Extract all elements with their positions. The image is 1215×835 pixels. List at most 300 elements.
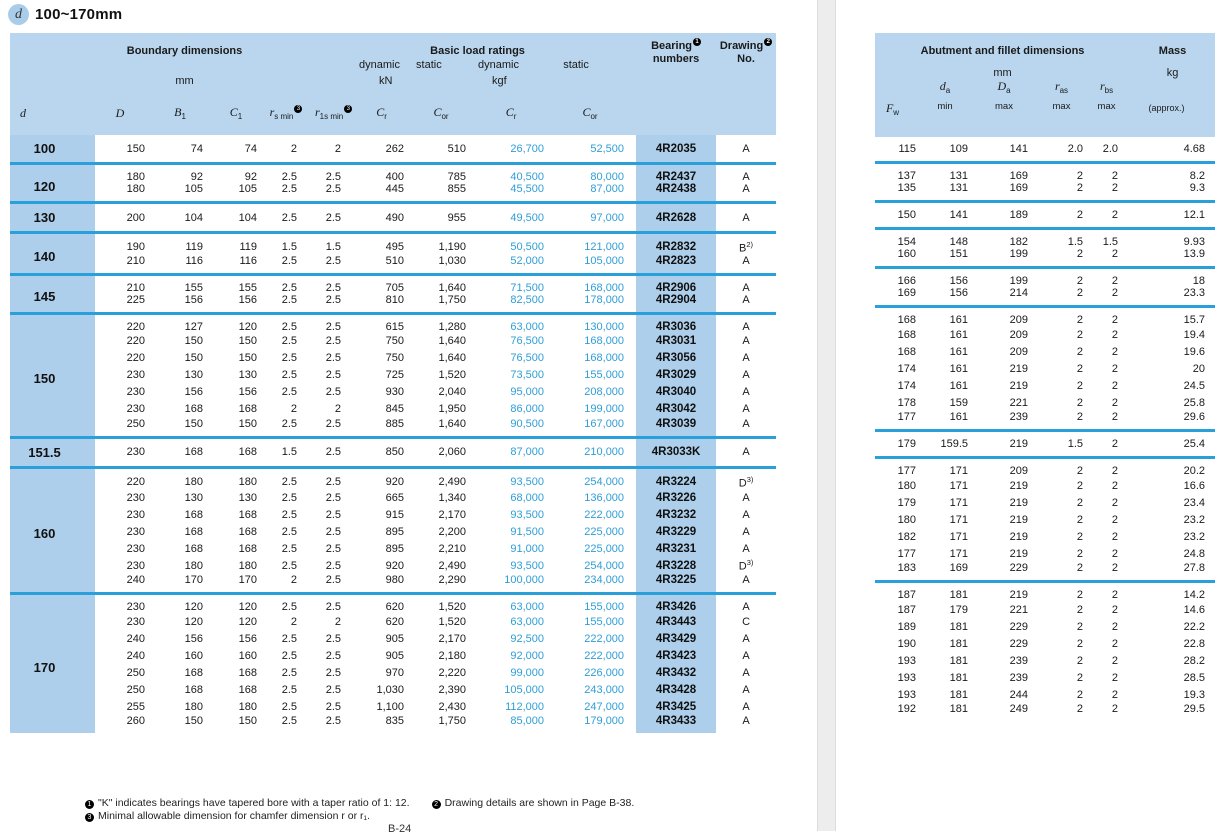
drawing-no: A [742, 632, 750, 645]
cell: 2 [1076, 345, 1083, 358]
cell: 169 [1009, 170, 1028, 183]
cell: 2 [1111, 438, 1119, 451]
cell: 229 [1009, 562, 1028, 575]
cell: 155,000 [584, 615, 625, 628]
table-row [875, 511, 1215, 528]
cell: 1,190 [438, 241, 467, 254]
cell: 150 [184, 417, 203, 430]
cell: 105 [238, 183, 257, 195]
table-row [875, 562, 1215, 582]
spacer-cell [875, 79, 922, 97]
footnote-text: Minimal allowable dimension for chamfer dimension r or r₁. [98, 810, 370, 822]
cell: 169 [1009, 182, 1028, 195]
table-row [10, 233, 776, 255]
cell: 156 [238, 632, 257, 645]
drawing-no: A [742, 649, 750, 662]
cell: 2.5 [281, 542, 297, 555]
cell: 230 [126, 386, 145, 399]
cell: 63,000 [510, 601, 545, 614]
cell: 155 [238, 281, 257, 294]
dynamic-kgf-label: dynamic [478, 57, 556, 71]
cell: 2 [1111, 589, 1119, 602]
cell: 171 [949, 530, 968, 543]
cell: 105,000 [504, 683, 545, 696]
drawing-no: A [742, 369, 750, 382]
footnote-1-marker: 1 [693, 38, 701, 46]
drawing-no: A [742, 491, 750, 504]
footnote-3-marker: 3 [85, 813, 94, 822]
cell: 2,170 [438, 508, 467, 521]
cell: 156 [238, 386, 257, 399]
bore-range-title: 100~170mm [35, 6, 123, 23]
cell: 2.5 [281, 183, 297, 195]
mass-heading: Mass [1130, 33, 1215, 57]
cell: 2 [1111, 654, 1119, 667]
abutment-dimensions-table [875, 33, 1215, 721]
cell: 180 [238, 700, 257, 713]
cell: 1.5 [1067, 438, 1083, 451]
cell: 2 [1076, 637, 1083, 650]
cell: 168 [184, 508, 203, 521]
cell: 12.1 [1183, 209, 1206, 222]
col-symbol-rbs: $r_{bs}$ [1095, 79, 1130, 97]
bearing-number: 4R3033K [636, 437, 716, 467]
cell: 156 [184, 386, 203, 399]
static-kn-label: static [416, 57, 478, 71]
cell: 181 [949, 703, 968, 716]
cell: 168 [184, 666, 203, 679]
cell: 119 [185, 241, 203, 254]
cell: 76,500 [510, 352, 545, 365]
cell: 154 [897, 236, 916, 249]
da-min-label: min [922, 97, 980, 137]
table-row [10, 557, 776, 574]
cell: 230 [126, 491, 145, 504]
cell: 1.5 [1067, 236, 1083, 249]
cell: 2.5 [281, 417, 297, 430]
cell: 189 [897, 620, 916, 633]
footnote-text: Drawing details are shown in Page B-38. [444, 797, 635, 809]
cell: 222,000 [584, 632, 625, 645]
cell: 1,640 [438, 417, 467, 430]
cell: 2 [1076, 530, 1083, 543]
cell: 131 [949, 182, 968, 195]
cell: 2.0 [1067, 143, 1083, 156]
cell: 115 [898, 143, 916, 156]
cell: 214 [1009, 287, 1028, 300]
cell: 24.8 [1183, 547, 1206, 560]
drawing-no: A [742, 335, 750, 348]
cell: 180 [184, 475, 203, 488]
cell: 750 [385, 335, 405, 348]
cell: 1,280 [438, 320, 467, 333]
cell: 2 [1076, 547, 1083, 560]
unit-mm-label: mm [10, 71, 359, 87]
table-row [875, 669, 1215, 686]
cell: 130 [184, 369, 203, 382]
cell: 181 [949, 589, 968, 602]
cell: 225,000 [584, 542, 625, 555]
cell: 120 [184, 601, 203, 614]
cell: 177 [897, 547, 916, 560]
cell: 93,500 [510, 508, 545, 521]
table-row [875, 582, 1215, 602]
cell: 171 [949, 496, 968, 509]
cell: 63,000 [510, 320, 545, 333]
cell: 171 [949, 547, 968, 560]
table-row [10, 135, 776, 164]
abutment-heading: Abutment and fillet dimensions [875, 33, 1130, 57]
cell: 2 [1111, 314, 1119, 327]
cell: 2.5 [325, 320, 342, 333]
cell: 1,520 [438, 615, 467, 628]
cell: 74 [244, 142, 257, 155]
cell: 1.5 [281, 446, 297, 459]
section-d-140-abutment [875, 229, 1215, 268]
drawing-no: A [742, 183, 750, 195]
cell: 2,060 [438, 446, 467, 459]
cell: 2 [1111, 465, 1119, 478]
cell: 19.4 [1183, 328, 1206, 341]
cell: 25.8 [1183, 396, 1206, 409]
cell: 155,000 [584, 601, 625, 614]
d-group-label: 150 [10, 313, 95, 437]
cell: 220 [126, 352, 145, 365]
footnote-line-2 [85, 810, 634, 823]
cell: 2,290 [438, 574, 467, 587]
cell: 90,500 [510, 417, 545, 430]
cell: 2.5 [281, 254, 297, 267]
cell: 219 [1009, 362, 1028, 375]
section-d-170 [10, 594, 776, 734]
cell: 168 [238, 446, 257, 459]
table-row [875, 343, 1215, 360]
bearing-numbers-heading: Bearing 1 numbers [636, 33, 716, 71]
cell: 230 [126, 446, 145, 459]
cell: 150 [184, 352, 203, 365]
cell: 190 [897, 637, 916, 650]
cell: 155 [184, 281, 203, 294]
section-d-170-abutment [875, 582, 1215, 722]
cell: 9.93 [1183, 236, 1206, 249]
cell: 2.5 [325, 369, 342, 382]
boundary-dimensions-heading: Boundary dimensions [10, 33, 359, 57]
cell: 120 [238, 615, 257, 628]
cell: 24.5 [1183, 379, 1206, 392]
table-row [10, 384, 776, 401]
cell: 810 [385, 293, 405, 306]
bearing-number: 4R3225 [636, 574, 716, 594]
cell: 130 [238, 369, 257, 382]
bearing-number: 4R3433 [636, 715, 716, 733]
table-row [10, 437, 776, 467]
section-d-100 [10, 135, 776, 164]
footnote-3-marker: 3 [344, 105, 352, 113]
cell: 112,000 [505, 700, 545, 713]
cell: 2 [1111, 362, 1119, 375]
cell: 181 [949, 671, 968, 684]
cell: 177 [897, 411, 916, 424]
table-row [10, 698, 776, 715]
cell: 177 [897, 465, 916, 478]
cell: 92,000 [510, 649, 545, 662]
drawing-no: A [742, 142, 750, 155]
cell: 104 [238, 211, 257, 224]
cell: 2.5 [281, 715, 297, 728]
bearing-number: 4R3226 [636, 489, 716, 506]
bearing-number: 4R3231 [636, 540, 716, 557]
cell: 2.5 [325, 417, 342, 430]
table-row [10, 574, 776, 594]
cell: 19.6 [1183, 345, 1206, 358]
cell: 168 [184, 683, 203, 696]
cell: 2.5 [281, 632, 297, 645]
cell: 2 [1111, 603, 1119, 616]
cell: 620 [385, 615, 405, 628]
table-row [875, 137, 1215, 163]
cell: 156 [949, 287, 968, 300]
table-row [10, 523, 776, 540]
cell: 219 [1009, 530, 1028, 543]
cell: 230 [126, 525, 145, 538]
bearing-number: 4R3429 [636, 630, 716, 647]
drawing-no: A [742, 666, 750, 679]
table-row [875, 163, 1215, 183]
mass-approx-label: (approx.) [1130, 97, 1215, 137]
table-row [875, 618, 1215, 635]
cell: 2,430 [438, 700, 467, 713]
cell: 2.5 [325, 525, 342, 538]
col-symbol-r1s-min: $r_{1s min}3$ [315, 87, 359, 135]
cell: 220 [126, 320, 145, 333]
table-row [10, 647, 776, 664]
page-number: B-24 [388, 823, 412, 835]
cell: 168 [897, 328, 916, 341]
footnotes [85, 797, 634, 823]
footnote-3-marker: 3 [294, 105, 302, 113]
cell: 230 [126, 369, 145, 382]
cell: 174 [897, 362, 916, 375]
cell: 2 [1111, 209, 1119, 222]
cell: 151 [949, 248, 968, 261]
cell: 181 [949, 688, 968, 701]
cell: 239 [1009, 411, 1028, 424]
bearing-number: 4R3426 [636, 594, 716, 614]
table-row [875, 686, 1215, 703]
d-group-label: 120 [10, 164, 95, 203]
cell: 120 [184, 615, 203, 628]
cell: 219 [1009, 479, 1028, 492]
cell: 2 [1076, 275, 1083, 288]
cell: 161 [949, 411, 968, 424]
cell: 116 [239, 254, 257, 267]
unit-mm-label: mm [875, 57, 1130, 79]
cell: 179,000 [584, 715, 625, 728]
cell: 2.5 [281, 683, 297, 696]
table-row [875, 494, 1215, 511]
table-row [875, 703, 1215, 721]
d-group-label: 170 [10, 594, 95, 734]
cell: 2 [1111, 479, 1119, 492]
cell: 2 [1076, 654, 1083, 667]
cell: 100,000 [504, 574, 545, 587]
cell: 2,390 [438, 683, 467, 696]
cell: 109 [949, 143, 968, 156]
cell: 80,000 [590, 171, 625, 183]
cell: 92 [190, 171, 203, 183]
table-row [875, 652, 1215, 669]
cell: 156 [949, 275, 968, 288]
cell: 254,000 [584, 475, 625, 488]
cell: 2 [1076, 671, 1083, 684]
cell: 63,000 [510, 615, 545, 628]
cell: 168 [238, 508, 257, 521]
drawing-no: A [742, 574, 750, 587]
col-symbol-B1: $B_1$ [157, 87, 215, 135]
cell: 2.5 [325, 293, 342, 306]
table-row [10, 681, 776, 698]
cell: 168 [238, 403, 257, 416]
cell: 2,180 [438, 649, 467, 662]
cell: 2.5 [325, 491, 342, 504]
cell: 168 [238, 683, 257, 696]
unit-kgf-label: kgf [478, 71, 636, 87]
section-d-151.5 [10, 437, 776, 467]
col-symbol-D: D [95, 87, 157, 135]
bearing-number: 4R2437 [636, 164, 716, 184]
cell: 68,000 [510, 491, 545, 504]
ras-max-label: max [1040, 97, 1095, 137]
cell: 2 [1111, 345, 1119, 358]
section-d-130-abutment [875, 202, 1215, 229]
cell: 2 [1111, 248, 1119, 261]
right-table-header [875, 33, 1215, 137]
cell: 255 [126, 700, 145, 713]
table-row [10, 294, 776, 314]
cell: 2 [1076, 479, 1083, 492]
cell: 1.5 [1102, 236, 1119, 249]
cell: 230 [126, 542, 145, 555]
cell: 120 [238, 601, 257, 614]
cell: 221 [1009, 603, 1028, 616]
cell: 156 [184, 632, 203, 645]
bearing-number: 4R3029 [636, 367, 716, 384]
cell: 82,500 [510, 293, 545, 306]
cell: 28.5 [1183, 671, 1206, 684]
cell: 18 [1192, 275, 1206, 288]
table-row [10, 183, 776, 203]
cell: 156 [184, 293, 203, 306]
drawing-no: A [742, 700, 750, 713]
spacer-cell [10, 57, 359, 71]
cell: 23.3 [1183, 287, 1206, 300]
cell: 2.5 [325, 352, 342, 365]
cell: 15.7 [1183, 314, 1206, 327]
cell: 141 [1009, 143, 1028, 156]
cell: 2 [1111, 182, 1119, 195]
cell: 193 [897, 654, 916, 667]
footnote-1-marker: 1 [85, 800, 94, 809]
cell: 221 [1009, 396, 1028, 409]
cell: 16.6 [1183, 479, 1206, 492]
cell: 168,000 [584, 352, 625, 365]
col-symbol-rs-min: $r_{s min}3$ [269, 87, 315, 135]
drawing-no: A [742, 542, 750, 555]
cell: 2.5 [325, 211, 342, 224]
spacer-cell [636, 87, 716, 135]
cell: 2 [290, 615, 297, 628]
drawing-no: A [742, 386, 750, 399]
cell: 160 [897, 248, 916, 261]
section-d-160 [10, 467, 776, 594]
cell: 2 [1111, 637, 1119, 650]
table-row [10, 664, 776, 681]
cell: 2 [1076, 688, 1083, 701]
table-row [875, 248, 1215, 268]
d-group-label: 145 [10, 274, 95, 313]
bearing-number: 4R3425 [636, 698, 716, 715]
cell: 2.5 [325, 386, 342, 399]
cell: 155,000 [584, 369, 625, 382]
basic-load-ratings-heading: Basic load ratings [359, 33, 636, 57]
table-row [875, 287, 1215, 307]
cell: 22.8 [1183, 637, 1206, 650]
cell: 40,500 [510, 171, 545, 183]
cell: 1,750 [438, 715, 467, 728]
cell: 170 [184, 574, 203, 587]
bearing-number: 4R3040 [636, 384, 716, 401]
bearing-number: 4R3056 [636, 350, 716, 367]
bearing-number: 4R2906 [636, 274, 716, 294]
bearing-number: 4R2904 [636, 294, 716, 314]
Da-max-label: max [980, 97, 1040, 137]
table-row [10, 418, 776, 438]
cell: 45,500 [510, 183, 545, 195]
cell: 225,000 [584, 525, 625, 538]
cell: 2 [1076, 328, 1083, 341]
cell: 50,500 [510, 241, 545, 254]
bearing-number: 4R2438 [636, 183, 716, 203]
cell: 27.8 [1183, 562, 1206, 575]
section-d-120 [10, 164, 776, 203]
cell: 2.5 [281, 601, 297, 614]
cell: 183 [897, 562, 916, 575]
cell: 930 [385, 386, 405, 399]
cell: 2 [1076, 362, 1083, 375]
cell: 29.6 [1183, 411, 1206, 424]
section-d-150-abutment [875, 307, 1215, 431]
cell: 2 [290, 142, 297, 155]
cell: 2 [1076, 182, 1083, 195]
table-row [10, 203, 776, 233]
cell: 2 [1076, 703, 1083, 716]
drawing-no: A [742, 211, 750, 224]
cell: 2.5 [325, 574, 342, 587]
cell: 2.5 [281, 293, 297, 306]
cell: 2.5 [325, 542, 342, 555]
cell: 955 [447, 211, 467, 224]
cell: 95,000 [510, 386, 545, 399]
cell: 240 [126, 574, 145, 587]
cell: 1,030 [376, 683, 405, 696]
cell: 210 [126, 254, 145, 267]
cell: 2 [1111, 688, 1119, 701]
cell: 2 [1111, 703, 1119, 716]
cell: 229 [1009, 637, 1028, 650]
cell: 131 [949, 170, 968, 183]
cell: 208,000 [584, 386, 625, 399]
table-row [10, 401, 776, 418]
